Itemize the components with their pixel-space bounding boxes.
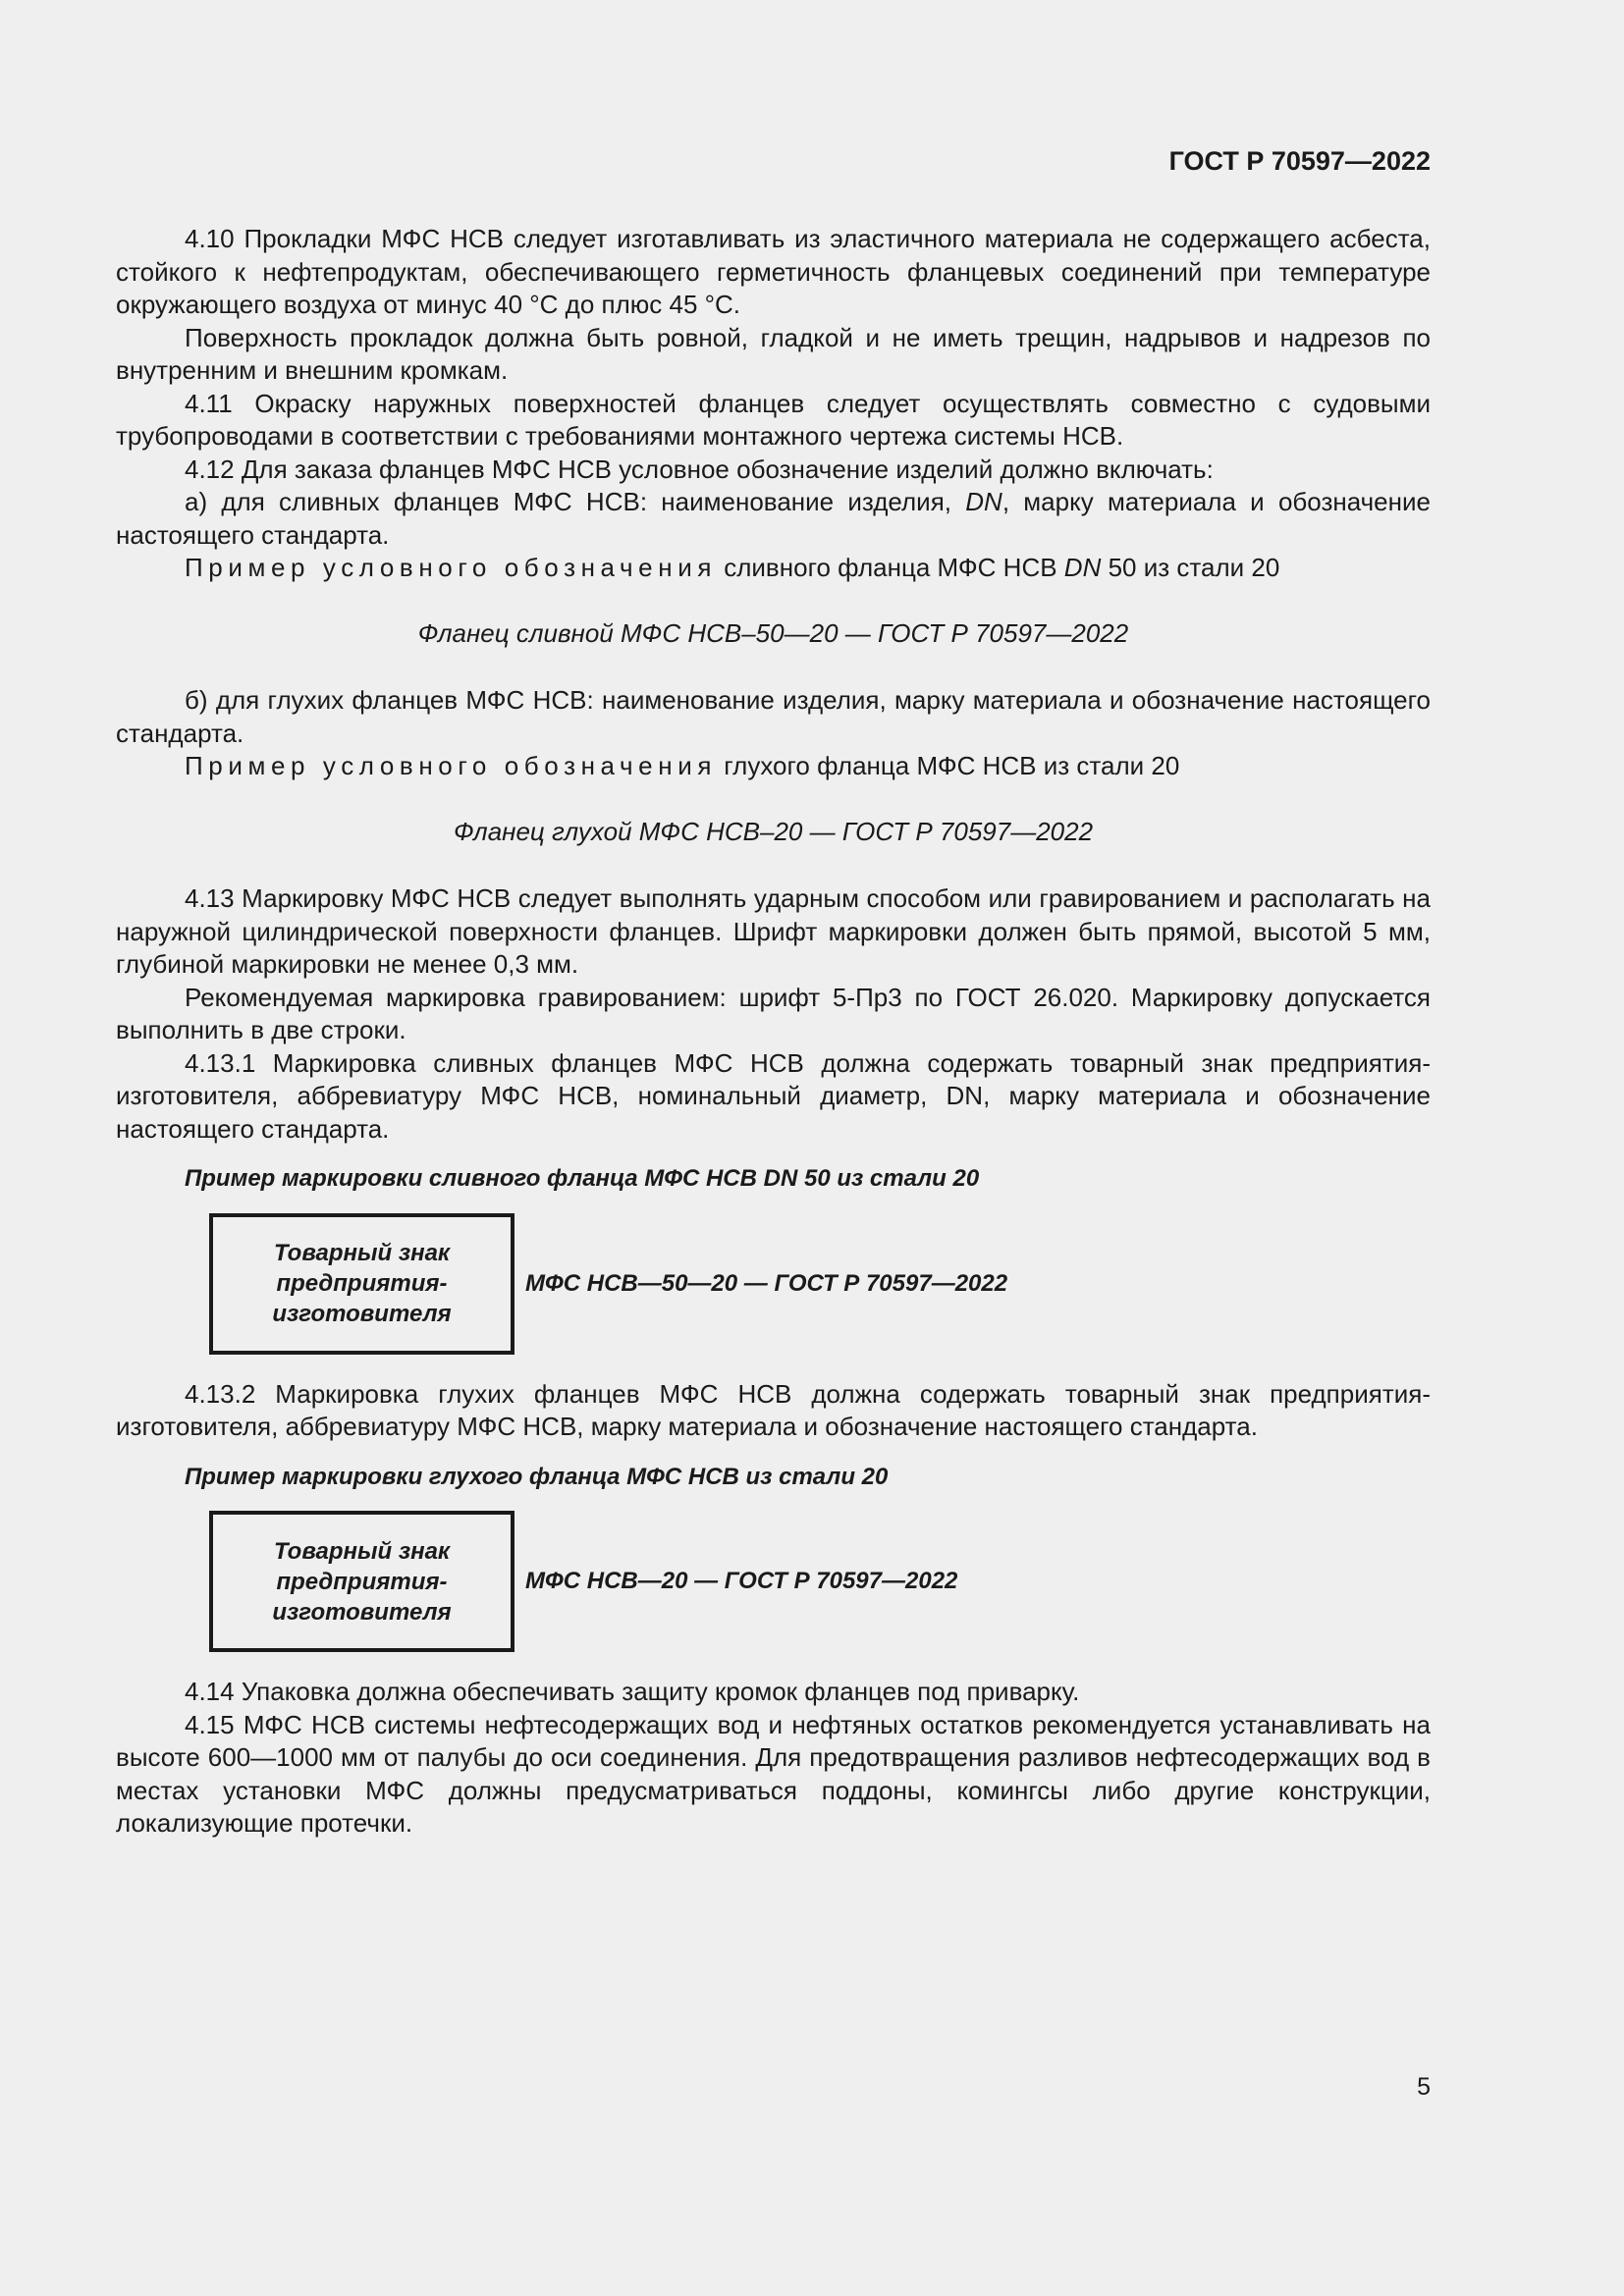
marking-example-2 (209, 1511, 1431, 1652)
paragraph-4-13-engraving: Рекомендуемая маркировка гравированием: шрифт 5-Пр3 по ГОСТ 26.020. Маркировку допускается выполнить в две строки. (116, 982, 1431, 1044)
dn-term: DN (1063, 553, 1102, 582)
marking-example-1-label: Пример маркировки сливного фланца МФС НСВ DN 50 из стали 20 (185, 1165, 980, 1192)
trademark-box-line: Товарный знак (273, 1240, 451, 1266)
paragraph-4-14: 4.14 Упаковка должна обеспечивать защиту кромок фланцев под приварку. (185, 1677, 1080, 1706)
paragraph-4-13-2: 4.13.2 Маркировка глухих фланцев МФС НСВ должна содержать товарный знак предприятия-изготовителя, аббревиатуру МФС НСВ, марку материала и обозначение настоящего стандарта. (116, 1378, 1431, 1441)
paragraph-4-10-surface: Поверхность прокладок должна быть ровной, гладкой и не иметь трещин, надрывов и надрезов по внутренним и внешним кромкам. (116, 322, 1431, 385)
trademark-box-line: изготовителя (272, 1301, 452, 1327)
paragraph-4-10: 4.10 Прокладки МФС НСВ следует изготавливать из эластичного материала не содержащего асбеста, стойкого к нефтепродуктам, обеспечивающего герметичность фланцевых соединений при температуре окружающего воздуха от минус 40 °С до плюс 45 °С. (116, 224, 1431, 319)
paragraph-4-12: 4.12 Для заказа фланцев МФС НСВ условное обозначение изделий должно включать: (185, 454, 1214, 484)
marking-example-1-text: МФС НСВ—50—20 — ГОСТ Р 70597—2022 (525, 1269, 1008, 1297)
example-1-intro (116, 552, 1431, 585)
marking-example-1 (209, 1213, 1431, 1355)
page-number: 5 (1417, 2073, 1431, 2101)
trademark-box-line: изготовителя (272, 1598, 452, 1626)
document-code-header: ГОСТ Р 70597—2022 (1168, 146, 1431, 176)
paragraph-4-12-b: б) для глухих фланцев МФС НСВ: наименование изделия, марку материала и обозначение настоящего стандарта. (116, 685, 1431, 748)
paragraph-4-12-a (116, 486, 1431, 552)
marking-example-2-text: МФС НСВ—20 — ГОСТ Р 70597—2022 (525, 1568, 958, 1595)
paragraph-4-13-1: 4.13.1 Маркировка сливных фланцев МФС НСВ должна содержать товарный знак предприятия-изготовителя, аббревиатуру МФС НСВ, номинальный диаметр, DN, марку материала и обозначение настоящего стандарта. (116, 1047, 1431, 1144)
marking-example-2-label: Пример маркировки глухого фланца МФС НСВ из стали 20 (185, 1463, 889, 1490)
document-body (116, 223, 1431, 1841)
designation-example-1: Фланец сливной МФС НСВ–50—20 — ГОСТ Р 70597—2022 (417, 617, 1129, 648)
trademark-box-line: предприятия- (276, 1568, 448, 1595)
paragraph-4-12-a-text-end: , марку материала и обозначение настоящего стандарта. (116, 487, 1431, 550)
example-1-text: сливного фланца МФС НСВ (717, 553, 1064, 582)
example-2-text: глухого фланца МФС НСВ из стали 20 (717, 751, 1180, 780)
paragraph-4-15: 4.15 МФС НСВ системы нефтесодержащих вод и нефтяных остатков рекомендуется устанавливать на высоте 600—1000 мм от палубы до оси соединения. Для предотвращения разливов нефтесодержащих вод в местах установки МФС должны предусматриваться поддоны, комингсы либо другие конструкции, локализующие протечки. (116, 1709, 1431, 1838)
dn-term: DN (965, 487, 1002, 516)
trademark-box (209, 1213, 514, 1355)
trademark-box (209, 1511, 514, 1652)
paragraph-4-13: 4.13 Маркировку МФС НСВ следует выполнять ударным способом или гравированием и располагать на наружной цилиндрической поверхности фланцев. Шрифт маркировки должен быть прямой, высотой 5 мм, глубиной маркировки не менее 0,3 мм. (116, 883, 1431, 979)
designation-example-2: Фланец глухой МФС НСВ–20 — ГОСТ Р 70597—2022 (453, 816, 1094, 846)
example-label: Пример условного обозначения (185, 751, 718, 780)
paragraph-4-12-a-text: а) для сливных фланцев МФС НСВ: наименование изделия, (185, 487, 952, 516)
paragraph-4-11: 4.11 Окраску наружных поверхностей фланцев следует осуществлять совместно с судовыми трубопроводами в соответствии с требованиями монтажного чертежа системы НСВ. (116, 388, 1431, 451)
trademark-box-line: Товарный знак (273, 1537, 451, 1565)
example-2-intro (116, 750, 1431, 783)
example-label: Пример условного обозначения (185, 553, 718, 582)
trademark-box-line: предприятия- (276, 1270, 448, 1297)
example-1-text-end: 50 из стали 20 (1101, 553, 1280, 582)
